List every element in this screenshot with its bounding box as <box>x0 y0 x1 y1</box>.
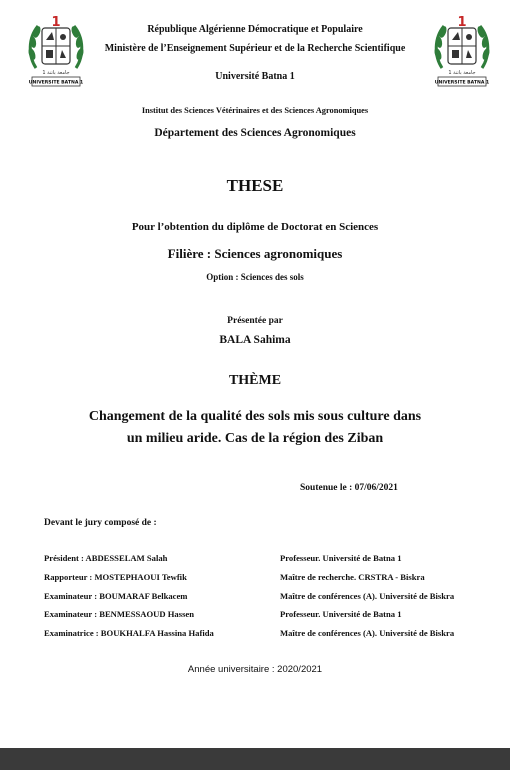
jury-member-affiliation: Professeur. Université de Batna 1 <box>280 553 402 563</box>
academic-year: Année universitaire : 2020/2021 <box>187 664 323 675</box>
svg-text:جامعة باتنة 1: جامعة باتنة 1 <box>42 70 70 76</box>
field-of-study: Filière : Sciences agronomiques <box>167 246 343 261</box>
presented-by-label: Présentée par <box>227 316 283 326</box>
viewer-bottom-bar <box>0 748 510 770</box>
jury-member-role: Examinateur : BOUMARAF Belkacem <box>44 591 188 601</box>
jury-intro: Devant le jury composé de : <box>44 518 157 528</box>
study-option: Option : Sciences des sols <box>206 272 304 282</box>
jury-member-role: Examinatrice : BOUKHALFA Hassina Hafida <box>44 628 214 638</box>
university-name: Université Batna 1 <box>215 71 295 82</box>
document-title: THESE <box>226 176 284 195</box>
jury-member-role: Président : ABDESSELAM Salah <box>44 553 168 563</box>
jury-member-affiliation: Professeur. Université de Batna 1 <box>280 609 402 619</box>
defense-date: Soutenue le : 07/06/2021 <box>300 483 398 493</box>
theme-label: THÈME <box>228 373 282 388</box>
svg-text:1: 1 <box>51 15 61 30</box>
jury-member-affiliation: Maître de recherche. CRSTRA - Biskra <box>280 572 425 582</box>
department-name: Département des Sciences Agronomiques <box>154 127 356 139</box>
theme-title-line-2: un milieu aride. Cas de la région des Ziban <box>126 431 384 446</box>
jury-member-affiliation: Maître de conférences (A). Université de Biskra <box>280 628 455 638</box>
jury-member-role: Rapporteur : MOSTEPHAOUI Tewfik <box>44 572 187 582</box>
svg-text:جامعة باتنة 1: جامعة باتنة 1 <box>448 70 476 76</box>
svg-text:UNIVERSITE BATNA 1: UNIVERSITE BATNA 1 <box>28 80 84 86</box>
theme-title-line-1: Changement de la qualité des sols mis sous culture dans <box>88 409 422 424</box>
diploma-purpose: Pour l’obtention du diplôme de Doctorat en Sciences <box>131 221 379 233</box>
author-name: BALA Sahima <box>219 334 291 346</box>
ministry-name: Ministère de l’Enseignement Supérieur et de la Recherche Scientifique <box>104 43 406 54</box>
jury-member-affiliation: Maître de conférences (A). Université de Biskra <box>280 591 455 601</box>
institute-name: Institut des Sciences Vétérinaires et des Sciences Agronomiques <box>141 106 369 115</box>
jury-member-role: Examinateur : BENMESSAOUD Hassen <box>44 609 195 619</box>
svg-text:UNIVERSITE BATNA 1: UNIVERSITE BATNA 1 <box>434 80 490 86</box>
svg-text:1: 1 <box>457 15 467 30</box>
republic-name: République Algérienne Démocratique et Populaire <box>147 24 363 35</box>
